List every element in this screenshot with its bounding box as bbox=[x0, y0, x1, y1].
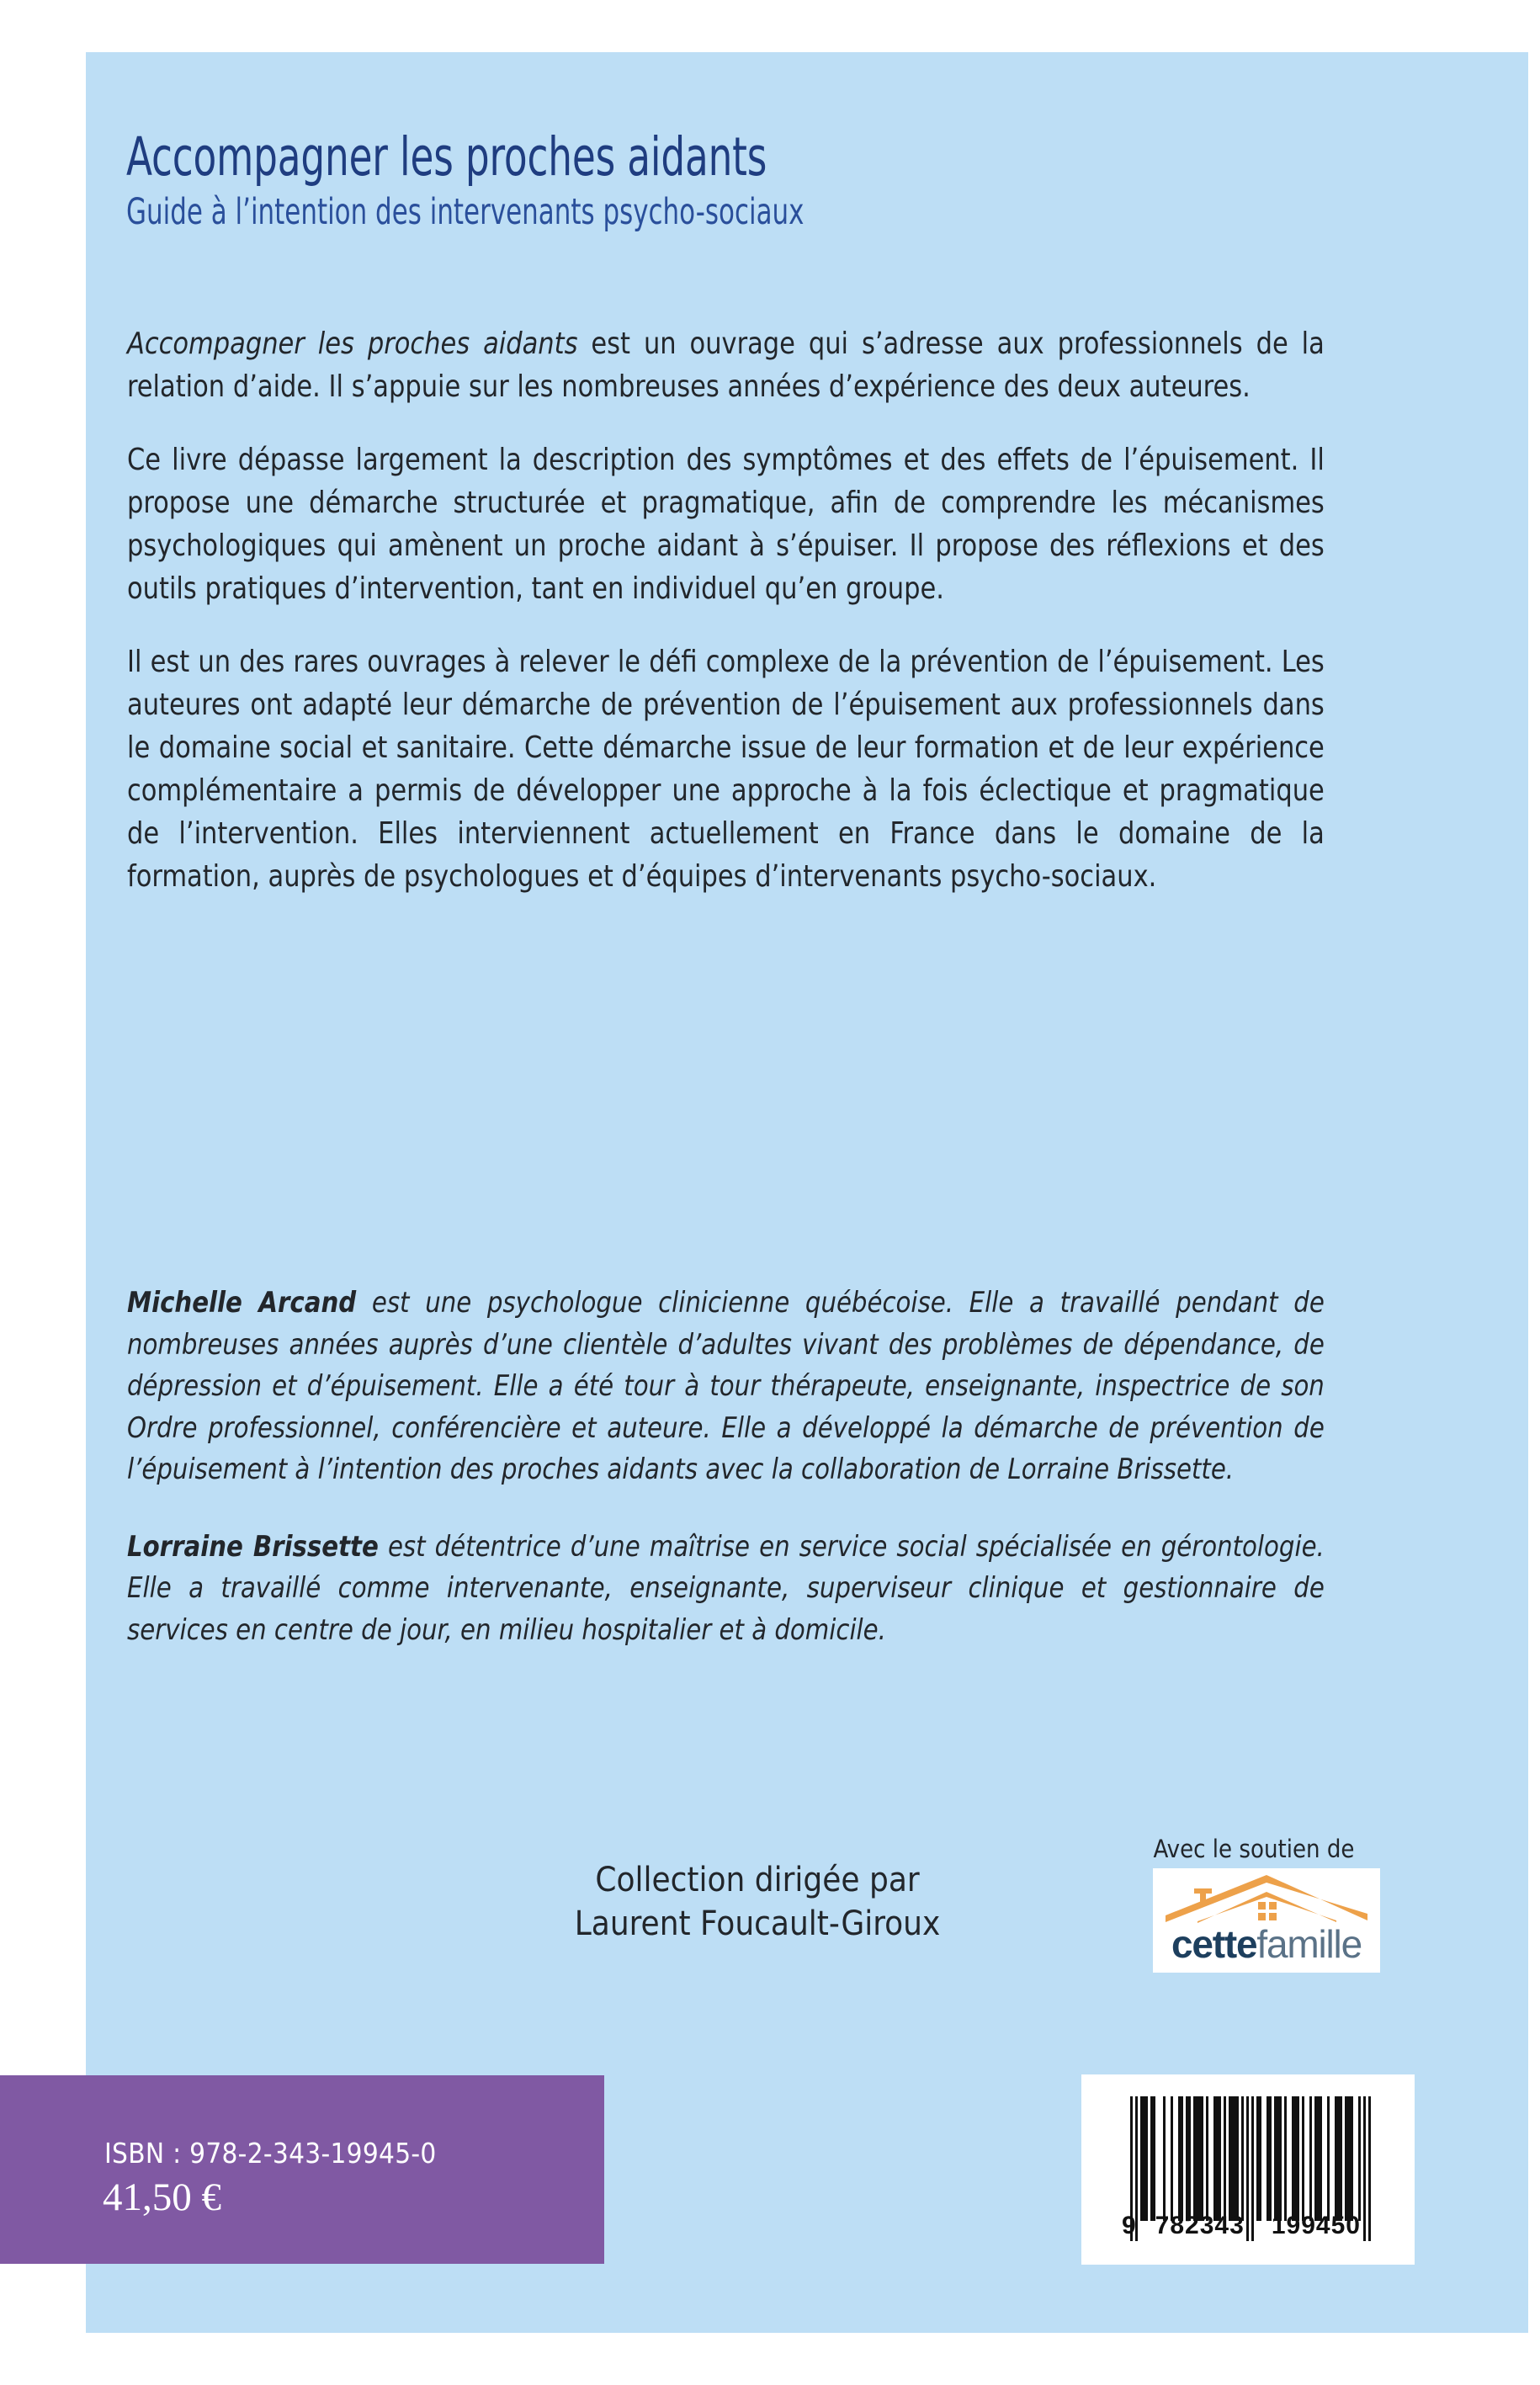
price-band bbox=[0, 2075, 604, 2264]
author-bios-section bbox=[127, 1283, 1325, 1686]
page-title: Accompagner les proches aidants bbox=[126, 126, 767, 188]
house-roof-icon bbox=[1164, 1873, 1369, 1927]
author-bio-text-michelle-arcand: est une psychologue clinicienne québécoise. Elle a travaillé pendant de nombreuses années auprès d’une clientèle d’adultes vivant des problèmes de dépendance, de dépression et d’épuisement. Elle a été tour à tour thérapeute, enseignante, inspectrice de son Ordre professionnel, conférencière et auteure. Elle a développé la démarche de prévention de l’épuisement à l’intention des proches aidants avec la collaboration de Lorraine Brissette. bbox=[127, 1286, 1325, 1486]
cettefamille-logo bbox=[1153, 1868, 1380, 1973]
blurb-section bbox=[127, 322, 1325, 928]
isbn-text: ISBN : 978-2-343-19945-0 bbox=[104, 2137, 437, 2170]
blurb-paragraph-2: Ce livre dépasse largement la description des symptômes et des effets de l’épuisement. Il propose une démarche structurée et pragmatique, afin de comprendre les mécanismes psychologiques qui amènent un proche aidant à s’épuiser. Il propose des réflexions et des outils pratiques d’intervention, tant en individuel qu’en groupe. bbox=[127, 443, 1325, 606]
logo-word-cette: cette bbox=[1171, 1922, 1257, 1966]
author-bio-lorraine-brissette bbox=[127, 1527, 1325, 1652]
price-text: 41,50 € bbox=[103, 2175, 221, 2219]
barcode-digits bbox=[1122, 2212, 1374, 2240]
title-block bbox=[126, 126, 1321, 234]
blurb-paragraph-3: Il est un des rares ouvrages à relever le défi complexe de la prévention de l’épuisement. Les auteures ont adapté leur démarche de prévention de l’épuisement aux professionnels dans le domaine social et sanitaire. Cette démarche issue de leur formation et de leur expérience complémentaire a permis de développer une approche à la fois éclectique et pragmatique de l’intervention. Elles interviennent actuellement en France dans le domaine de la formation, auprès de psychologues et d’équipes d’intervenants psycho-sociaux. bbox=[127, 645, 1325, 894]
support-label: Avec le soutien de bbox=[1153, 1835, 1355, 1863]
support-block bbox=[1128, 1835, 1405, 1973]
author-name-lorraine-brissette: Lorraine Brissette bbox=[127, 1529, 379, 1564]
author-name-michelle-arcand: Michelle Arcand bbox=[127, 1286, 357, 1320]
collection-credit-line-2: Laurent Foucault-Giroux bbox=[574, 1904, 941, 1943]
barcode-digit-first: 9 bbox=[1122, 2212, 1137, 2239]
cettefamille-wordmark bbox=[1153, 1920, 1380, 1968]
author-bio-michelle-arcand bbox=[127, 1283, 1325, 1491]
collection-credit-line-1: Collection dirigée par bbox=[595, 1861, 920, 1899]
barcode-digit-group-1: 782343 bbox=[1155, 2212, 1245, 2239]
author-bio-text-lorraine-brissette: est détentrice d’une maîtrise en service social spécialisée en gérontologie. Elle a travaillé comme intervenante, enseignante, superviseur clinique et gestionnaire de services en centre de jour, en milieu hospitalier et à domicile. bbox=[127, 1529, 1325, 1647]
barcode-digit-group-2: 199450 bbox=[1271, 2212, 1361, 2239]
barcode-box bbox=[1081, 2074, 1415, 2265]
blurb-paragraph-1 bbox=[127, 322, 1325, 408]
page-subtitle: Guide à l’intention des intervenants psycho-sociaux bbox=[126, 191, 805, 234]
barcode-bars bbox=[1130, 2096, 1371, 2221]
blurb-paragraph-1-rest: est un ouvrage qui s’adresse aux professionnels de la relation d’aide. Il s’appuie sur les nombreuses années d’expérience des deux auteures. bbox=[127, 327, 1325, 404]
logo-word-famille: famille bbox=[1256, 1922, 1362, 1966]
blurb-italic-title: Accompagner les proches aidants bbox=[127, 327, 578, 361]
collection-credit bbox=[522, 1858, 993, 1946]
